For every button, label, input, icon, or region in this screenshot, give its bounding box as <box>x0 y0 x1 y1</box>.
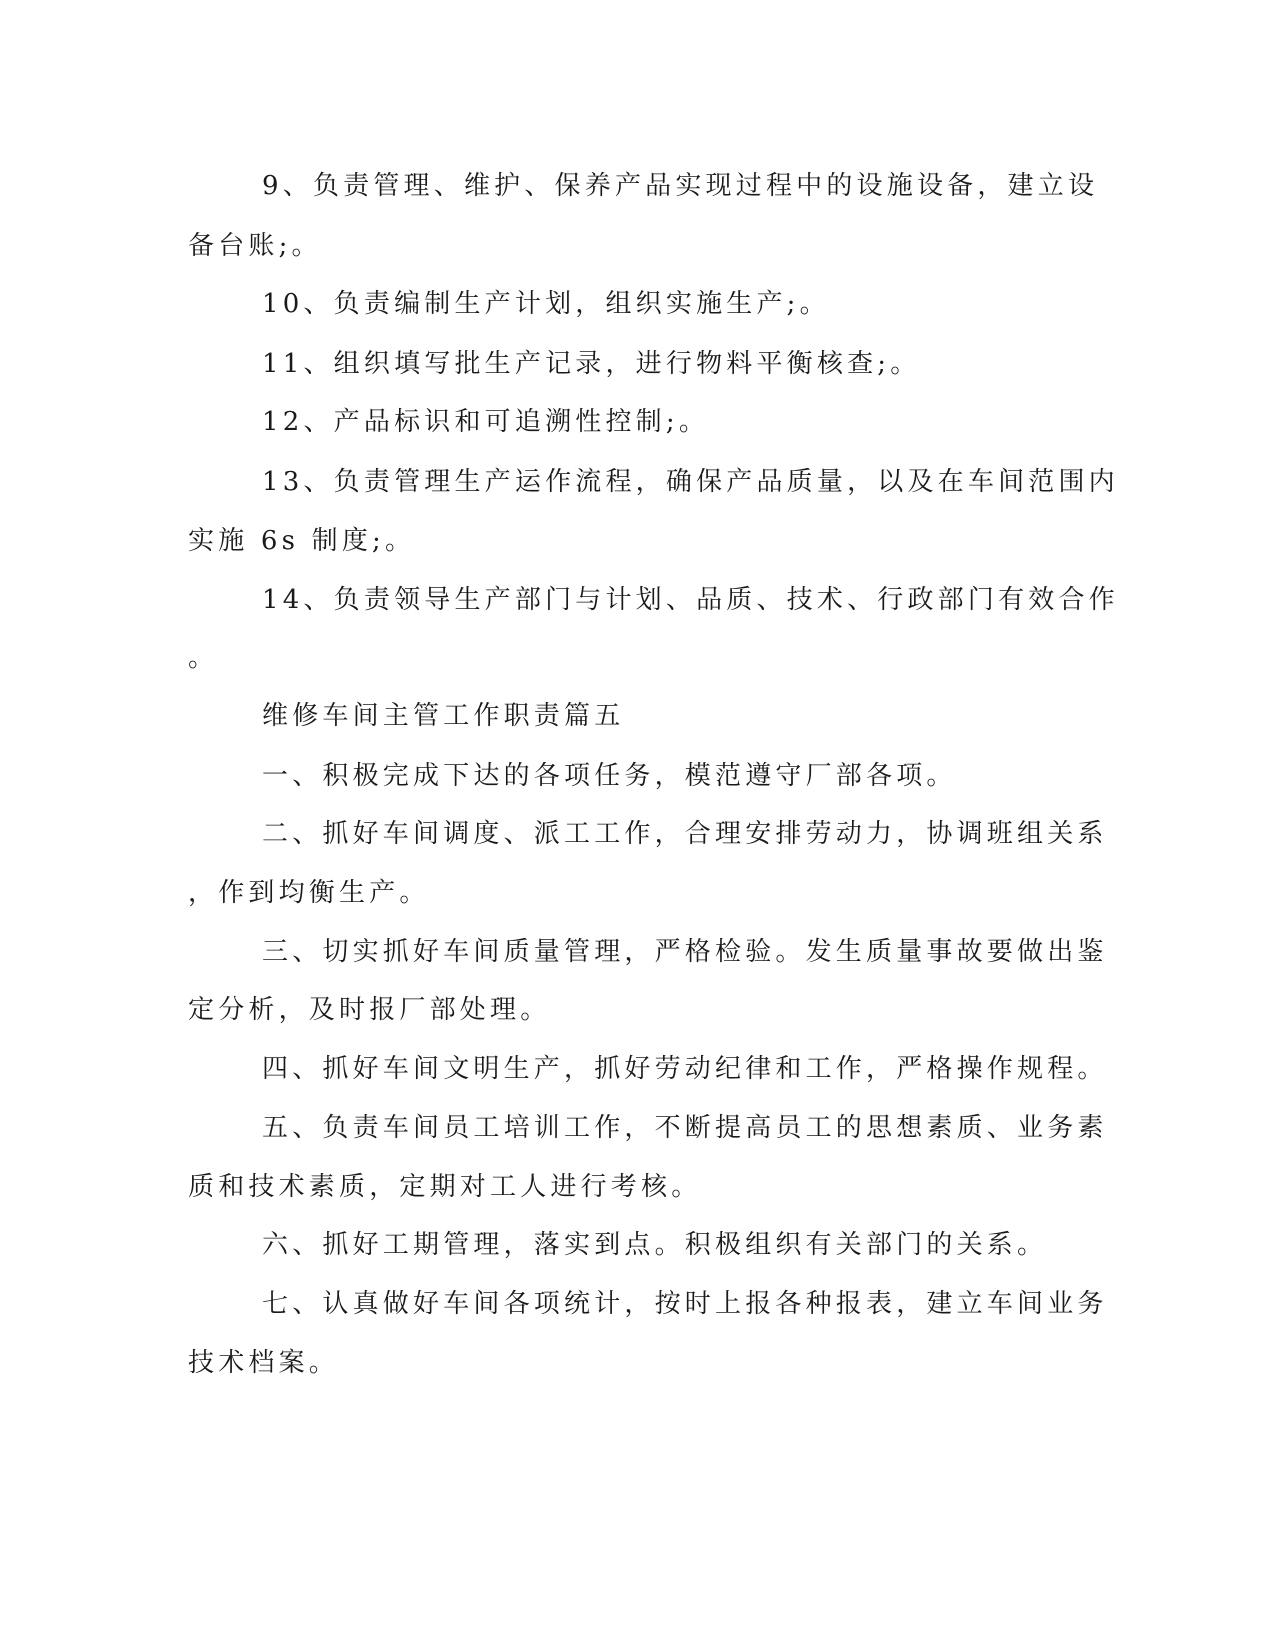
paragraph-line: 12、产品标识和可追溯性控制;。 <box>262 407 710 437</box>
section-heading: 维修车间主管工作职责篇五 <box>262 701 625 731</box>
paragraph-line: 13、负责管理生产运作流程，确保产品质量，以及在车间范围内 <box>262 467 1119 497</box>
paragraph-line: 11、组织填写批生产记录，进行物料平衡核查;。 <box>262 349 921 379</box>
paragraph-line: 二、抓好车间调度、派工工作，合理安排劳动力，协调班组关系 <box>262 819 1108 849</box>
paragraph-line: 六、抓好工期管理，落实到点。积极组织有关部门的关系。 <box>262 1230 1048 1260</box>
paragraph-line: 七、认真做好车间各项统计，按时上报各种报表，建立车间业务 <box>262 1289 1108 1319</box>
paragraph-line: 四、抓好车间文明生产，抓好劳动纪律和工作，严格操作规程。 <box>262 1054 1108 1084</box>
paragraph-line: 定分析，及时报厂部处理。 <box>188 995 551 1025</box>
paragraph-line: 14、负责领导生产部门与计划、品质、技术、行政部门有效合作 <box>262 585 1119 615</box>
paragraph-line: ，作到均衡生产。 <box>188 878 430 908</box>
paragraph-line: 10、负责编制生产计划，组织实施生产;。 <box>262 289 830 319</box>
paragraph-line: 五、负责车间员工培训工作，不断提高员工的思想素质、业务素 <box>262 1113 1108 1143</box>
paragraph-line: 一、积极完成下达的各项任务，模范遵守厂部各项。 <box>262 761 957 791</box>
paragraph-line: 技术档案。 <box>188 1348 340 1378</box>
paragraph-line: 9、负责管理、维护、保养产品实现过程中的设施设备，建立设 <box>262 171 1099 201</box>
paragraph-line: 。 <box>188 643 219 673</box>
paragraph-line: 三、切实抓好车间质量管理，严格检验。发生质量事故要做出鉴 <box>262 937 1108 967</box>
paragraph-line: 质和技术素质，定期对工人进行考核。 <box>188 1172 702 1202</box>
paragraph-line: 实施 6s 制度;。 <box>188 526 416 556</box>
paragraph-line: 备台账;。 <box>188 231 322 261</box>
